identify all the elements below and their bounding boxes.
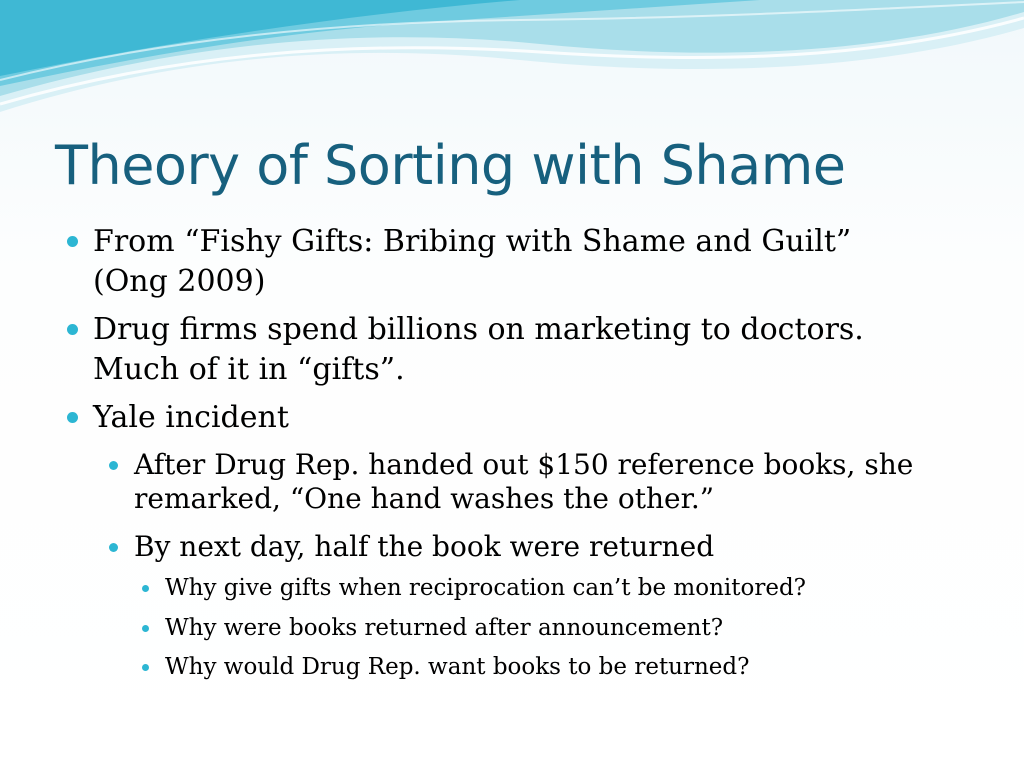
bullet-text: remarked, “One hand washes the other.” bbox=[134, 482, 715, 515]
bullet-icon bbox=[109, 461, 118, 470]
header-wave-decoration bbox=[0, 0, 1024, 120]
sub-bullet-item bbox=[134, 448, 913, 516]
bullet-text: From “Fishy Gifts: Bribing with Shame and Guilt” bbox=[93, 224, 852, 259]
bullet-icon bbox=[67, 236, 78, 247]
bullet-item bbox=[93, 398, 289, 438]
bullet-icon bbox=[109, 543, 118, 552]
bullet-item bbox=[93, 310, 864, 390]
bullet-text: Drug firms spend billions on marketing to doctors. bbox=[93, 312, 864, 347]
bullet-text: Why would Drug Rep. want books to be returned? bbox=[165, 654, 750, 680]
bullet-text: (Ong 2009) bbox=[93, 264, 266, 299]
bullet-icon bbox=[142, 625, 149, 632]
bullet-text: Much of it in “gifts”. bbox=[93, 352, 405, 387]
slide-title: Theory of Sorting with Shame bbox=[55, 134, 846, 197]
bullet-item bbox=[93, 222, 851, 302]
sub-sub-bullet-item bbox=[165, 650, 749, 684]
bullet-icon bbox=[67, 412, 78, 423]
bullet-text: Why were books returned after announcement? bbox=[165, 615, 724, 641]
bullet-icon bbox=[67, 324, 78, 335]
sub-bullet-item bbox=[134, 530, 714, 564]
bullet-text: Why give gifts when reciprocation can’t be monitored? bbox=[165, 575, 807, 601]
bullet-icon bbox=[142, 585, 149, 592]
sub-sub-bullet-item bbox=[165, 611, 723, 645]
bullet-icon bbox=[142, 664, 149, 671]
bullet-text: Yale incident bbox=[93, 400, 289, 435]
sub-sub-bullet-item bbox=[165, 571, 806, 605]
bullet-text: After Drug Rep. handed out $150 reference books, she bbox=[134, 448, 914, 481]
bullet-text: By next day, half the book were returned bbox=[134, 530, 715, 563]
